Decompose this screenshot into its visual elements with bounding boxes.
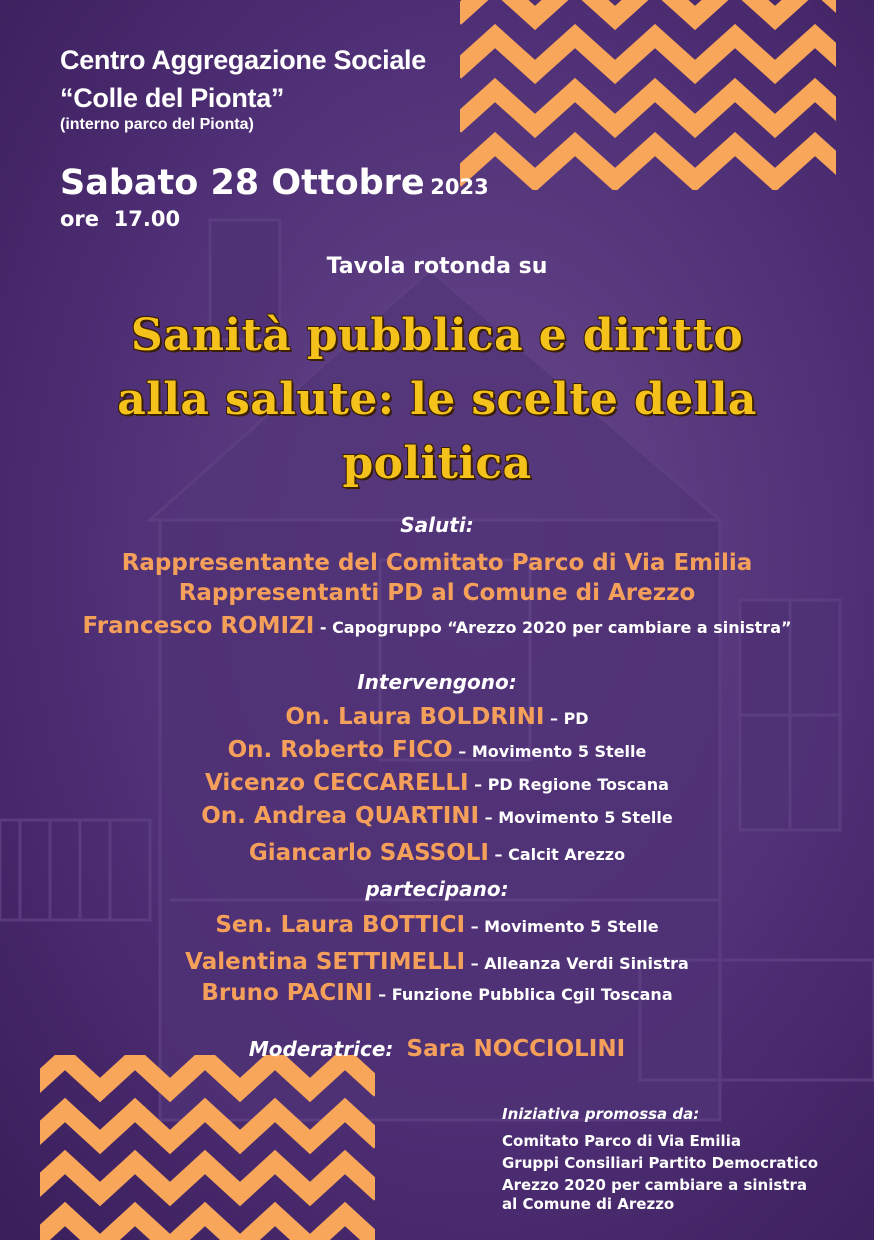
speaker-role: – Movimento 5 Stelle xyxy=(479,808,673,827)
event-year: 2023 xyxy=(430,175,489,199)
participant-item xyxy=(0,978,874,1010)
participant-name: Valentina SETTIMELLI xyxy=(185,949,466,975)
speaker-name: On. Roberto FICO xyxy=(227,737,453,763)
participant-name: Bruno PACINI xyxy=(201,980,373,1006)
speaker-name: Giancarlo SASSOLI xyxy=(248,840,489,866)
speaker-item xyxy=(0,735,874,767)
participant-role: – Movimento 5 Stelle xyxy=(465,917,659,936)
greetings-person-role: - Capogruppo “Arezzo 2020 per cambiare a sinistra” xyxy=(314,618,792,637)
speakers-label: Intervengono: xyxy=(357,670,517,694)
promoters-block xyxy=(502,1104,842,1214)
venue-note: (interno parco del Pionta) xyxy=(60,116,254,133)
promoter-item: Arezzo 2020 per cambiare a sinistra xyxy=(502,1176,807,1194)
greetings-label: Saluti: xyxy=(400,513,474,537)
greetings-person xyxy=(0,611,874,643)
promoter-item: Gruppi Consiliari Partito Democratico xyxy=(502,1154,819,1172)
promoter-item: Comitato Parco di Via Emilia xyxy=(502,1132,741,1150)
participant-item xyxy=(0,910,874,942)
headline-line-2: alla salute: le scelte della xyxy=(117,374,757,425)
headline-line-3: politica xyxy=(342,438,532,489)
greetings-line-1: Rappresentante del Comitato Parco di Via Emilia xyxy=(121,550,753,576)
moderator xyxy=(0,1036,874,1062)
event-time: ore 17.00 xyxy=(60,207,181,231)
speaker-role: – Movimento 5 Stelle xyxy=(452,742,647,761)
participant-name: Sen. Laura BOTTICI xyxy=(215,912,466,938)
venue-quoted-name: “Colle del Pionta” xyxy=(60,83,285,113)
speaker-item xyxy=(0,801,874,833)
speaker-role: – PD xyxy=(544,709,589,728)
speaker-item xyxy=(0,838,874,870)
speaker-name: On. Laura BOLDRINI xyxy=(285,704,545,730)
participant-role: – Funzione Pubblica Cgil Toscana xyxy=(372,985,673,1004)
moderator-name: Sara NOCCIOLINI xyxy=(406,1036,626,1062)
speaker-name: Vicenzo CECCARELLI xyxy=(205,770,469,796)
greetings-line-2: Rappresentanti PD al Comune di Arezzo xyxy=(178,580,696,606)
moderator-label: Moderatrice: xyxy=(248,1037,394,1061)
promoter-item: al Comune di Arezzo xyxy=(502,1195,675,1213)
intro-text: Tavola rotonda su xyxy=(326,254,548,279)
venue-name: Centro Aggregazione Sociale xyxy=(60,45,426,75)
speaker-item xyxy=(0,768,874,800)
headline-line-1: Sanità pubblica e diritto xyxy=(130,310,744,361)
event-date-main: Sabato 28 Ottobre xyxy=(60,163,425,203)
speaker-role: – PD Regione Toscana xyxy=(468,775,669,794)
participants-label: partecipano: xyxy=(365,877,509,901)
speaker-name: On. Andrea QUARTINI xyxy=(201,803,480,829)
speaker-role: – Calcit Arezzo xyxy=(488,845,626,864)
participant-role: – Alleanza Verdi Sinistra xyxy=(465,954,689,973)
greetings-person-name: Francesco ROMIZI xyxy=(82,613,315,639)
speaker-item xyxy=(0,702,874,734)
participant-item xyxy=(0,947,874,979)
promoters-title: Iniziativa promossa da: xyxy=(502,1105,700,1123)
headline xyxy=(40,304,834,496)
